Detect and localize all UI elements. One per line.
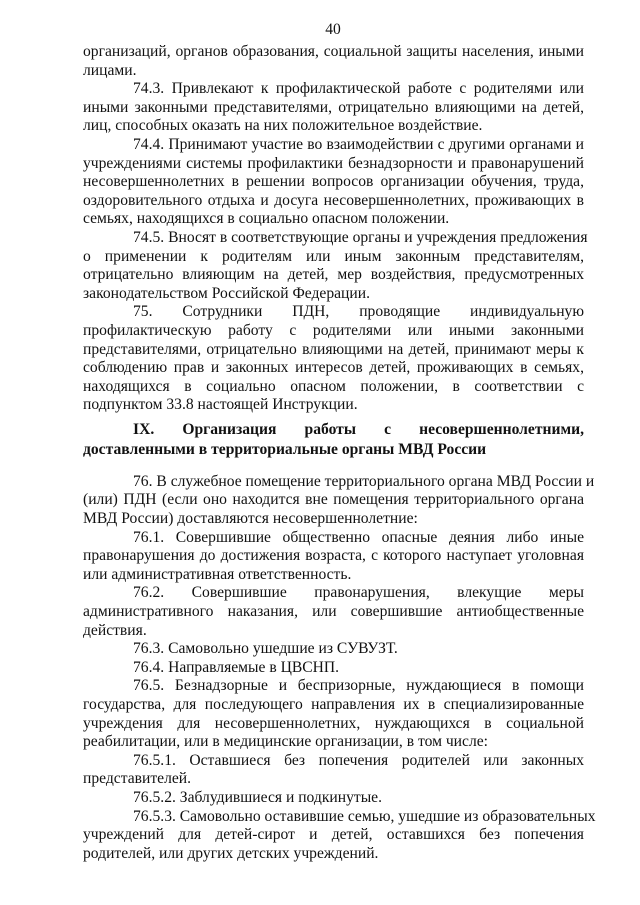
text-line: действия. — [83, 621, 147, 639]
text-line: 76.5.3. Самовольно оставившие семью, ушедшие из образовательных — [133, 807, 596, 825]
text-line: 76.5.1. Оставшиеся без попечения родителей или законных — [133, 751, 584, 769]
text-line: IX. Организация работы с несовершеннолетними, — [133, 420, 584, 438]
text-line: представителями, отрицательно влияющими на детей, принимают меры к — [83, 340, 584, 358]
text-line: учреждения для несовершеннолетних, нуждающихся в социальной — [83, 714, 584, 732]
paragraph — [83, 807, 596, 864]
text-line: лиц, способных оказать на них положительное воздействие. — [83, 117, 483, 135]
text-line: МВД России) доставляются несовершеннолетние: — [83, 510, 418, 528]
text-line: 76. В служебное помещение территориального органа МВД России и — [133, 472, 595, 490]
text-line: семьях, находящихся в социально опасном положении. — [83, 210, 450, 228]
text-line: законодательством Российской Федерации. — [83, 284, 370, 302]
paragraph — [83, 529, 584, 585]
text-line: 74.5. Вносят в соответствующие органы и учреждения предложения — [133, 228, 588, 246]
paragraph — [83, 640, 584, 659]
text-line: 76.3. Самовольно ушедшие из СУВУЗТ. — [133, 640, 398, 658]
text-line: организаций, органов образования, социальной защиты населения, иными — [83, 43, 584, 60]
document-body — [83, 43, 596, 863]
paragraph — [83, 43, 584, 80]
paragraph — [83, 303, 584, 415]
text-line: 74.3. Привлекают к профилактической работе с родителями или — [133, 80, 584, 98]
text-line: 76.2. Совершившие правонарушения, влекущие меры — [133, 584, 584, 602]
text-line: 74.4. Принимают участие во взаимодействии с другими органами и — [133, 135, 584, 153]
text-line: лицами. — [83, 61, 137, 79]
paragraph — [83, 789, 584, 808]
text-line: иными законными представителями, отрицательно влияющими на детей, — [83, 98, 584, 116]
text-line: правонарушения до достижения возраста, с которого наступает уголовная — [83, 547, 584, 565]
paragraph — [83, 584, 584, 640]
text-line: 75. Сотрудники ПДН, проводящие индивидуальную — [133, 303, 584, 321]
paragraph — [83, 752, 584, 789]
text-line: 76.5.2. Заблудившиеся и подкинутые. — [133, 788, 382, 806]
text-line: административного наказания, или совершившие антиобщественные — [83, 603, 584, 621]
text-line: доставленными в территориальные органы МВД России — [83, 441, 487, 459]
text-line: (или) ПДН (если оно находится вне помещения территориального органа — [83, 491, 584, 509]
paragraph — [83, 80, 584, 136]
text-line: государства, для последующего направления их в специализированные — [83, 696, 584, 713]
text-line: или административная ответственность. — [83, 565, 352, 583]
text-line: родителей, или других детских учреждений. — [83, 844, 379, 862]
text-line: несовершеннолетних в решении вопросов организации обучения, труда, — [83, 173, 584, 191]
text-line: о применении к родителям или иным законным представителям, — [83, 247, 584, 265]
paragraph — [83, 659, 584, 678]
paragraph — [83, 472, 595, 529]
paragraph — [83, 677, 584, 751]
page-number: 40 — [325, 21, 341, 38]
section-heading — [83, 420, 584, 461]
text-line: соблюдению прав и законных интересов детей, проживающих в семьях, — [83, 359, 584, 377]
paragraph — [83, 136, 584, 229]
paragraph — [83, 228, 588, 303]
text-line: 76.4. Направляемые в ЦВСНП. — [133, 658, 340, 676]
text-line: профилактическую работу с родителями или иными законными — [83, 321, 584, 339]
text-line: 76.1. Совершившие общественно опасные деяния либо иные — [133, 528, 584, 546]
text-line: реабилитации, или в медицинские организации, в том числе: — [83, 733, 488, 751]
text-line: представителей. — [83, 770, 192, 788]
text-line: 76.5. Безнадзорные и беспризорные, нуждающиеся в помощи — [133, 677, 584, 695]
text-line: учреждений для детей-сирот и детей, оставшихся без попечения — [83, 826, 584, 844]
text-line: учреждениями системы профилактики безнадзорности и правонарушений — [83, 154, 584, 172]
text-line: отрицательно влияющим на детей, мер воздействия, предусмотренных — [83, 266, 584, 284]
text-line: оздоровительного отдыха и досуга несовершеннолетних, проживающих в — [83, 191, 584, 209]
text-line: подпунктом 33.8 настоящей Инструкции. — [83, 396, 358, 414]
text-line: находящихся в социально опасном положении, в соответствии с — [83, 377, 584, 395]
